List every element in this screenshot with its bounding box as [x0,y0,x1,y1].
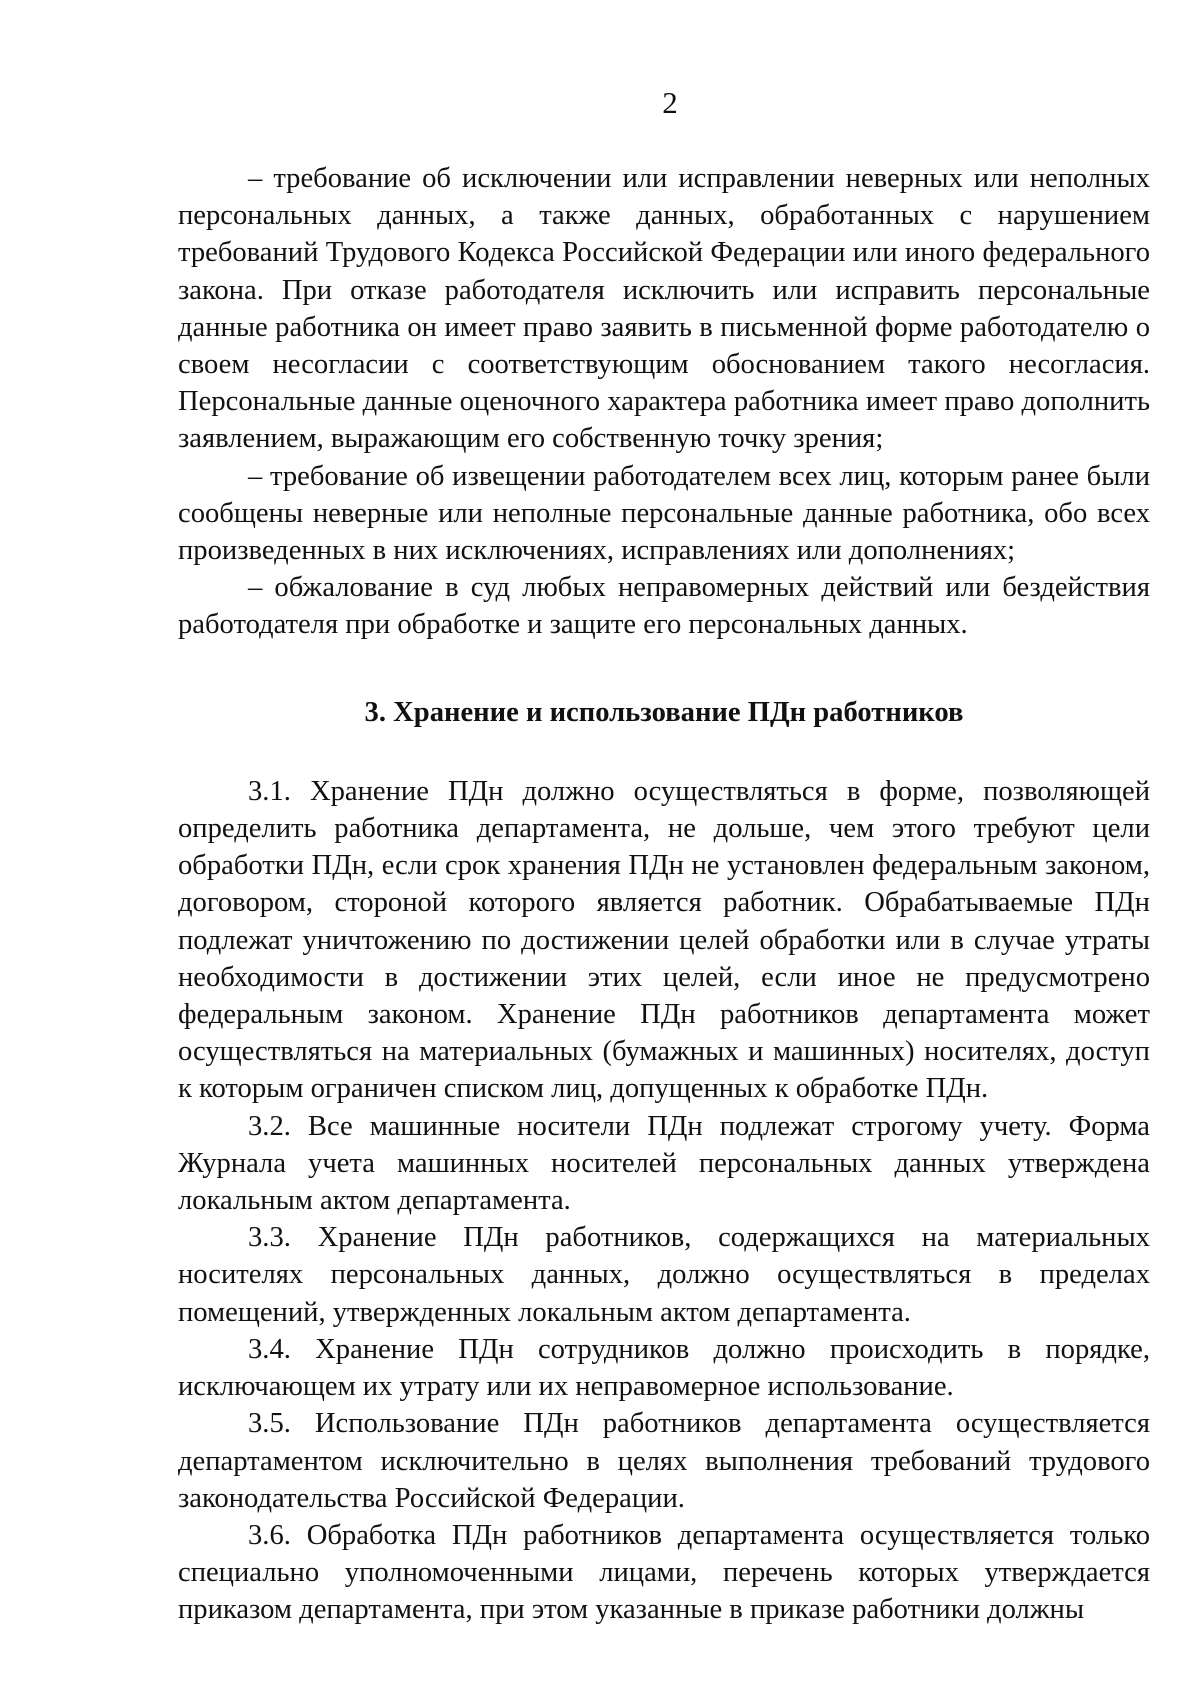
clause-3-1: 3.1. Хранение ПДн должно осуществляться в форме, позволяющей определить работника департамента, не дольше, чем этого требуют цели обработки ПДн, если срок хранения ПДн не установлен федеральным законом, договором, стороной которого является работник. Обрабатываемые ПДн подлежат уничтожению по достижении целей обработки или в случае утраты необходимости в достижении этих целей, если иное не предусмотрено федеральным законом. Хранение ПДн работников департамента может осуществляться на материальных (бумажных и машинных) носителях, доступ к которым ограничен списком лиц, допущенных к обработке ПДн. [178,775,1150,1105]
list-item-correction-requirement: – требование об исключении или исправлении неверных или неполных персональных данных, а также данных, обработанных с нарушением требований Трудового Кодекса Российской Федерации или иного федерального закона. При отказе работодателя исключить или исправить персональные данные работника он имеет право заявить в письменной форме работодателю о своем несогласии с соответствующим обоснованием такого несогласия. Персональные данные оценочного характера работника имеет право дополнить заявлением, выражающим его собственную точку зрения; [178,163,1150,455]
section-heading: 3. Хранение и использование ПДн работников [364,696,964,728]
clause-3-3: 3.3. Хранение ПДн работников, содержащихся на материальных носителях персональных данных, должно осуществляться в пределах помещений, утвержденных локальным актом департамента. [178,1222,1150,1328]
clause-3-4: 3.4. Хранение ПДн сотрудников должно происходить в порядке, исключающем их утрату или их неправомерное использование. [178,1333,1150,1403]
clause-3-6: 3.6. Обработка ПДн работников департамента осуществляется только специально уполномоченными лицами, перечень которых утверждается приказом департамента, при этом указанные в приказе работники должны [178,1519,1150,1626]
clause-3-2: 3.2. Все машинные носители ПДн подлежат строгому учету. Форма Журнала учета машинных носителей персональных данных утверждена локальным актом департамента. [178,1110,1150,1217]
clause-3-5: 3.5. Использование ПДн работников департамента осуществляется департаментом исключительно в целях выполнения требований трудового законодательства Российской Федерации. [178,1408,1150,1514]
page-number: 2 [662,85,678,120]
document-body [178,160,1150,1629]
list-item-notification-requirement: – требование об извещении работодателем всех лиц, которым ранее были сообщены неверные или неполные персональные данные работника, обо всех произведенных в них исключениях, исправлениях или дополнениях; [178,460,1150,567]
list-item-court-appeal: – обжалование в суд любых неправомерных действий или бездействия работодателя при обработке и защите его персональных данных. [178,572,1150,641]
